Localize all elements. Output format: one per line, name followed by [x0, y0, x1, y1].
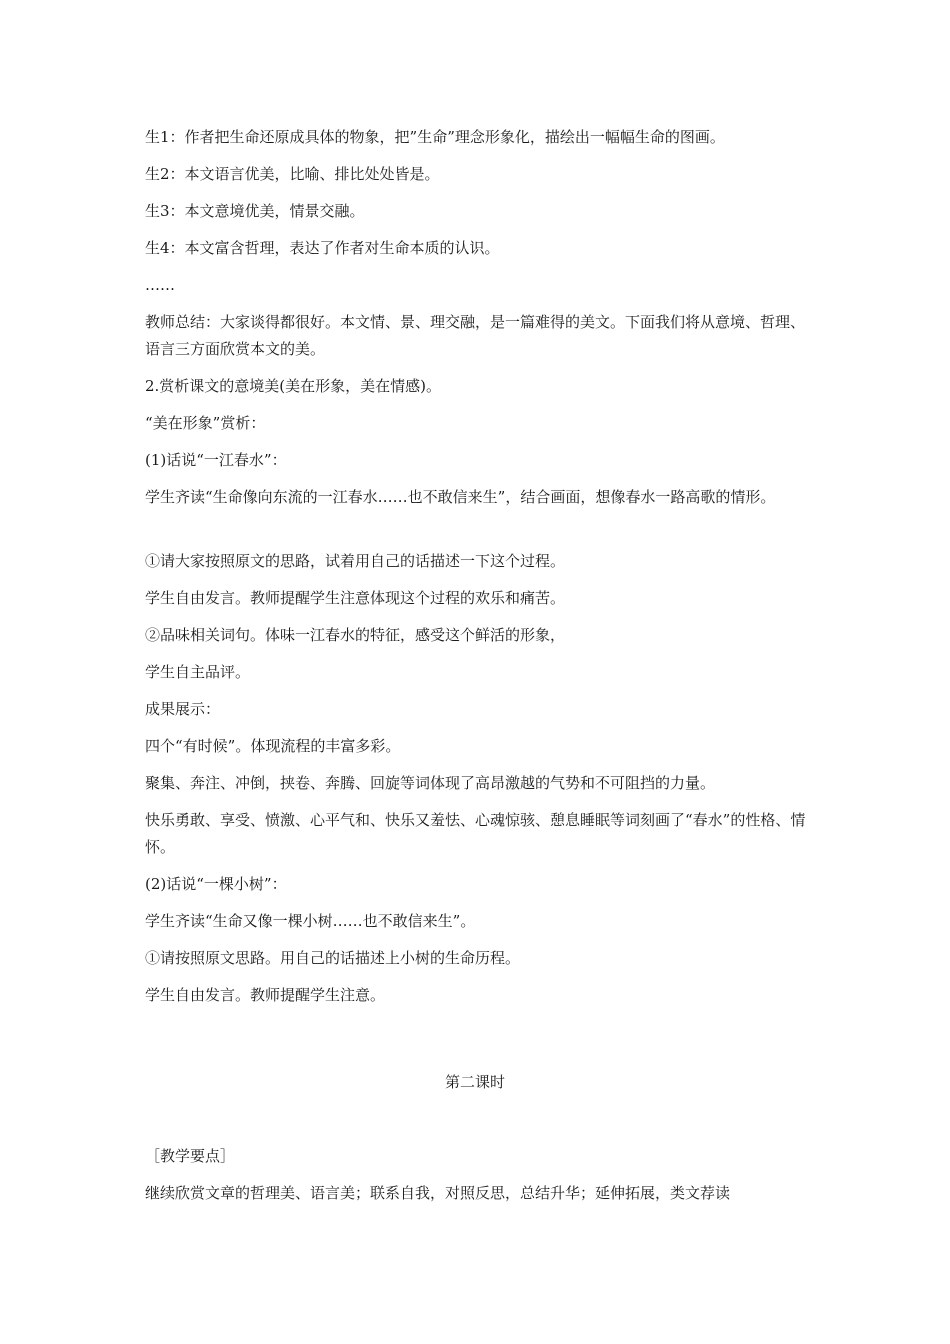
paragraph-student-4: 生4：本文富含哲理，表达了作者对生命本质的认识。	[145, 239, 500, 257]
paragraph-image-appreciation: “美在形象”赏析：	[145, 414, 266, 432]
paragraph-spring-water-reading: 学生齐读“生命像向东流的一江春水……也不敢信来生”，结合画面，想像春水一路高歌的情形。	[145, 488, 776, 506]
paragraph-student-3: 生3：本文意境优美，情景交融。	[145, 202, 365, 220]
paragraph-task-2: ②品味相关词句。体味一江春水的特征，感受这个鲜活的形象，	[145, 626, 566, 644]
paragraph-task-1: ①请大家按照原文的思路，试着用自己的话描述一下这个过程。	[145, 552, 566, 570]
paragraph-student-2: 生2：本文语言优美，比喻、排比处处皆是。	[145, 165, 440, 183]
paragraph-result-2: 聚集、奔注、冲倒，挟卷、奔腾、回旋等词体现了高昂激越的气势和不可阻挡的力量。	[145, 774, 716, 792]
paragraph-teaching-points-heading: ［教学要点］	[145, 1147, 236, 1165]
paragraph-task-3: ①请按照原文思路。用自己的话描述上小树的生命历程。	[145, 949, 521, 967]
paragraph-small-tree-reading: 学生齐读“生命又像一棵小树……也不敢信来生”。	[145, 912, 476, 930]
paragraph-result-3: 快乐勇敢、享受、愤激、心平气和、快乐又羞怯、心魂惊骇、憩息睡眠等词刻画了“春水”的性格、情怀。	[145, 811, 806, 856]
paragraph-result-1: 四个“有时候”。体现流程的丰富多彩。	[145, 737, 401, 755]
paragraph-self-review: 学生自主品评。	[145, 663, 251, 681]
paragraph-spring-water-heading: (1)话说“一江春水”：	[145, 451, 287, 469]
paragraph-ellipsis: ……	[145, 276, 175, 294]
paragraph-student-1: 生1：作者把生命还原成具体的物象，把”生命”理念形象化，描绘出一幅幅生命的图画。	[145, 128, 725, 146]
paragraph-teaching-points: 继续欣赏文章的哲理美、语言美；联系自我，对照反思，总结升华；延伸拓展，类文荐读	[145, 1184, 731, 1202]
paragraph-free-speech-1: 学生自由发言。教师提醒学生注意体现这个过程的欢乐和痛苦。	[145, 589, 566, 607]
paragraph-section-2: 2.赏析课文的意境美(美在形象，美在情感)。	[145, 377, 442, 395]
paragraph-small-tree-heading: (2)话说“一棵小树”：	[145, 875, 287, 893]
paragraph-free-speech-2: 学生自由发言。教师提醒学生注意。	[145, 986, 386, 1004]
paragraph-teacher-summary: 教师总结：大家谈得都很好。本文情、景、理交融，是一篇难得的美文。下面我们将从意境、哲理、语言三方面欣赏本文的美。	[145, 313, 806, 358]
paragraph-results-heading: 成果展示：	[145, 700, 221, 718]
section-title: 第二课时	[444, 1073, 505, 1091]
